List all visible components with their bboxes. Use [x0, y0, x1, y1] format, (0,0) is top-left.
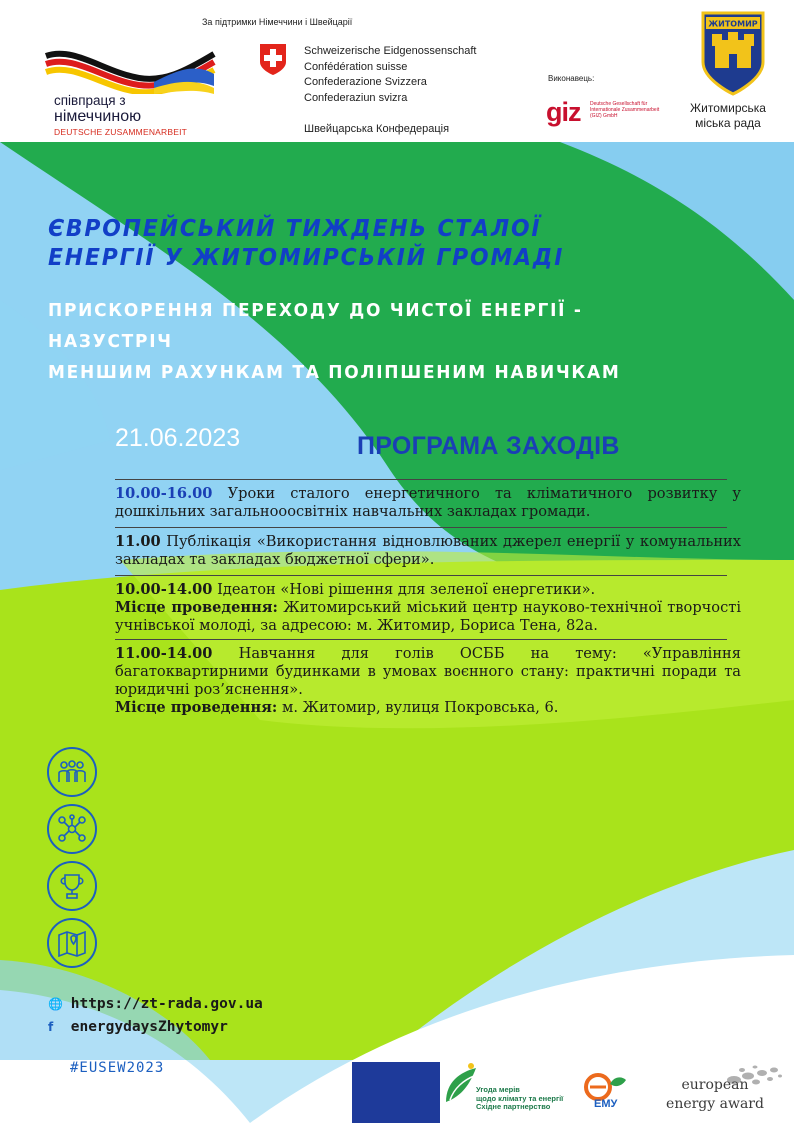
- program-list: [115, 476, 741, 717]
- city-name-line1: Житомирська: [690, 101, 766, 115]
- program-item-3: [115, 581, 741, 635]
- eea-line2: energy award: [666, 1096, 764, 1112]
- germany-logo-line2: німеччиною: [54, 108, 142, 125]
- program-item-4-venue: м. Житомир, вулиця Покровська, 6.: [277, 699, 559, 716]
- network-icon: [47, 804, 97, 854]
- program-item-1: [115, 485, 741, 521]
- facebook-link[interactable]: [48, 1019, 228, 1035]
- program-item-1-text: Уроки сталого енергетичного та кліматичного розвитку у дошкільних загальноооcвітніх навчальних закладах громади.: [115, 485, 741, 520]
- subtitle-line1: ПРИСКОРЕННЯ ПЕРЕХОДУ ДО ЧИСТОЇ ЕНЕРГІЇ - НАЗУСТРІЧ: [48, 301, 583, 352]
- swiss-name-it: Confederazione Svizzera: [304, 76, 427, 88]
- city-crest-text: ЖИТОМИР: [708, 19, 758, 29]
- website-url[interactable]: https://zt-rada.gov.ua: [70, 996, 263, 1012]
- germany-logo-line3: DEUTSCHE ZUSAMMENARBEIT: [54, 127, 188, 137]
- program-item-2-time: 11.00: [115, 533, 161, 550]
- program-item-3-venue: Житомирський міський центр науково-технічної творчості учнівської молоді, за адресою: м. Житомир, Бориса Тена, 82а.: [115, 599, 742, 634]
- program-item-4-time: 11.00-14.00: [115, 645, 213, 662]
- program-item-4: [115, 645, 741, 717]
- swiss-name-fr: Confédération suisse: [304, 60, 408, 73]
- swiss-caption: Швейцарська Конфедерація: [304, 123, 450, 135]
- giz-logo: giz: [546, 97, 581, 127]
- separator: [115, 527, 727, 528]
- program-item-4-venue-label: Місце проведення:: [115, 699, 278, 716]
- executor-label: Виконавець:: [548, 74, 595, 83]
- covenant-line2: щодо клімату та енергії: [476, 1093, 564, 1103]
- title-line2: ЕНЕРГІЇ У ЖИТОМИРСЬКІЙ ГРОМАДІ: [48, 243, 565, 271]
- program-item-2: [115, 533, 741, 569]
- website-link[interactable]: [48, 996, 263, 1012]
- swiss-name-rm: Confederaziun svizra: [304, 91, 408, 104]
- emu-label: ЕМУ: [594, 1098, 618, 1110]
- separator: [115, 639, 727, 640]
- event-date: 21.06.2023: [115, 424, 241, 452]
- page-title: [48, 214, 587, 272]
- program-item-4-text: Навчання для голів ОСББ на тему: «Управління багатоквартирними будинками в умовах воєнного стану: практичні поради та юридичні роз’яснення».: [115, 645, 741, 698]
- covenant-line3: Східне партнерство: [476, 1102, 551, 1111]
- facebook-handle[interactable]: energydaysZhytomyr: [70, 1019, 228, 1035]
- eea-line1: european: [681, 1077, 749, 1093]
- swiss-flag-icon: [258, 42, 288, 76]
- city-name: [678, 101, 778, 131]
- swiss-names: [304, 44, 476, 106]
- european-energy-award-text: [660, 1076, 770, 1114]
- swiss-name-de: Schweizerische Eidgenossenschaft: [304, 45, 477, 57]
- germany-logo-line1: співпраця з: [54, 93, 126, 108]
- separator: [115, 575, 727, 576]
- program-item-1-time: 10.00-16.00: [115, 485, 213, 502]
- giz-subtitle: Deutsche Gesellschaft für Internationale Zusammenarbeit (GIZ) GmbH: [590, 101, 660, 119]
- subtitle-line2: МЕНШИМ РАХУНКАМ ТА ПОЛІПШЕНИМ НАВИЧКАМ: [48, 363, 621, 383]
- map-icon: [47, 918, 97, 968]
- program-item-3-venue-label: Місце проведення:: [115, 599, 278, 616]
- page-subtitle: [48, 296, 708, 389]
- city-crest-icon: [700, 10, 766, 96]
- germany-ukraine-ribbon-icon: [44, 42, 216, 94]
- separator: [115, 479, 727, 480]
- city-name-line2: міська рада: [695, 116, 761, 130]
- eu-flag-icon: [352, 1062, 440, 1123]
- program-title: ПРОГРАМА ЗАХОДІВ: [357, 432, 620, 460]
- covenant-of-mayors-leaf-icon: [444, 1062, 478, 1104]
- facebook-icon: f: [48, 1020, 54, 1034]
- program-item-3-time: 10.00-14.00: [115, 581, 213, 598]
- program-item-3-text: Ідеатон «Нові рішення для зеленої енергетики».: [212, 581, 596, 598]
- globe-icon: 🌐: [48, 997, 63, 1011]
- people-icon: [47, 747, 97, 797]
- program-item-2-text: Публікація «Використання відновлюваних джерел енергії у комунальних закладах та закладах бюджетної сфери».: [115, 533, 741, 568]
- trophy-icon: [47, 861, 97, 911]
- title-line1: ЄВРОПЕЙСЬКИЙ ТИЖДЕНЬ СТАЛОЇ: [48, 214, 542, 242]
- support-note: За підтримки Німеччини і Швейцарії: [202, 17, 353, 27]
- covenant-of-mayors-text: [476, 1086, 576, 1112]
- covenant-line1: Угода мерів: [476, 1085, 520, 1094]
- hashtag: #EUSEW2023: [70, 1060, 165, 1076]
